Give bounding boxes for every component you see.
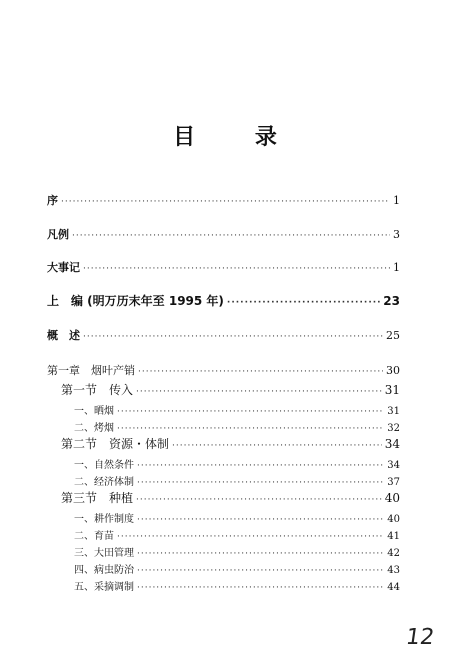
leader-dots (136, 495, 382, 505)
leader-dots (137, 583, 384, 593)
entry-label: 凡例 (47, 228, 69, 241)
toc-entry-subsection[interactable] (74, 561, 400, 576)
entry-label: 三、大田管理 (74, 548, 134, 559)
entry-page: 32 (387, 423, 400, 434)
leader-dots (137, 515, 384, 525)
toc-entry-subsection[interactable] (74, 510, 400, 525)
entry-page: 44 (387, 582, 400, 593)
entry-page: 40 (384, 491, 400, 505)
leader-dots (83, 264, 390, 274)
entry-label: 第二节 资源・体制 (61, 437, 170, 451)
toc-entry-subsection[interactable] (74, 402, 400, 417)
entry-page: 3 (393, 228, 400, 241)
entry-page: 25 (386, 329, 400, 342)
leader-dots (61, 197, 390, 207)
entry-label: 一、耕作制度 (74, 514, 134, 525)
entry-page: 37 (387, 477, 400, 488)
leader-dots (83, 332, 383, 342)
toc-entry-part-one[interactable] (47, 292, 400, 309)
toc-entry-preface[interactable] (47, 192, 400, 208)
toc-entry-notes[interactable] (47, 226, 400, 242)
entry-label: 上 编 (明万历末年至 1995 年) (47, 294, 224, 308)
page-title: 目 录 (173, 125, 303, 150)
entry-page: 34 (387, 460, 400, 471)
leader-dots (138, 367, 383, 377)
leader-dots (136, 387, 382, 397)
entry-page: 1 (393, 194, 400, 207)
entry-page: 42 (387, 548, 400, 559)
entry-page: 43 (387, 565, 400, 576)
toc-entry-subsection[interactable] (74, 473, 400, 488)
entry-page: 31 (387, 406, 400, 417)
entry-label: 五、采摘调制 (74, 582, 134, 593)
entry-page: 41 (387, 531, 400, 542)
entry-label: 一、自然条件 (74, 460, 134, 471)
leader-dots (137, 461, 384, 471)
entry-label: 二、经济体制 (74, 477, 134, 488)
handwritten-page-mark: 12 (404, 625, 436, 650)
leader-dots (137, 478, 384, 488)
leader-dots (117, 407, 384, 417)
entry-label: 第一章 烟叶产销 (47, 364, 135, 377)
entry-page: 40 (387, 514, 400, 525)
toc-entry-subsection[interactable] (74, 527, 400, 542)
toc-entry-subsection[interactable] (74, 419, 400, 434)
entry-label: 第三节 种植 (61, 491, 134, 505)
leader-dots (172, 441, 382, 451)
leader-dots (227, 298, 380, 308)
leader-dots (137, 566, 384, 576)
entry-label: 四、病虫防治 (74, 565, 134, 576)
toc-entry-overview[interactable] (47, 327, 400, 343)
entry-page: 23 (383, 294, 400, 308)
toc-entry-section-2[interactable] (61, 435, 400, 452)
toc-entry-subsection[interactable] (74, 578, 400, 593)
entry-page: 1 (393, 261, 400, 274)
entry-page: 34 (384, 437, 400, 451)
toc-entry-chronicle[interactable] (47, 259, 400, 275)
toc-entry-subsection[interactable] (74, 544, 400, 559)
entry-label: 一、晒烟 (74, 406, 114, 417)
leader-dots (117, 532, 384, 542)
leader-dots (117, 424, 384, 434)
leader-dots (137, 549, 384, 559)
entry-label: 二、烤烟 (74, 423, 114, 434)
entry-label: 序 (47, 194, 58, 207)
entry-label: 二、育苗 (74, 531, 114, 542)
entry-label: 大事记 (47, 261, 80, 274)
entry-page: 30 (386, 364, 400, 377)
toc-entry-section-3[interactable] (61, 489, 400, 506)
toc-entry-section-1[interactable] (61, 381, 400, 398)
entry-page: 31 (384, 383, 400, 397)
leader-dots (72, 231, 390, 241)
toc-entry-subsection[interactable] (74, 456, 400, 471)
entry-label: 概 述 (47, 329, 80, 342)
entry-label: 第一节 传入 (61, 383, 134, 397)
toc-entry-chapter-1[interactable] (47, 362, 400, 378)
